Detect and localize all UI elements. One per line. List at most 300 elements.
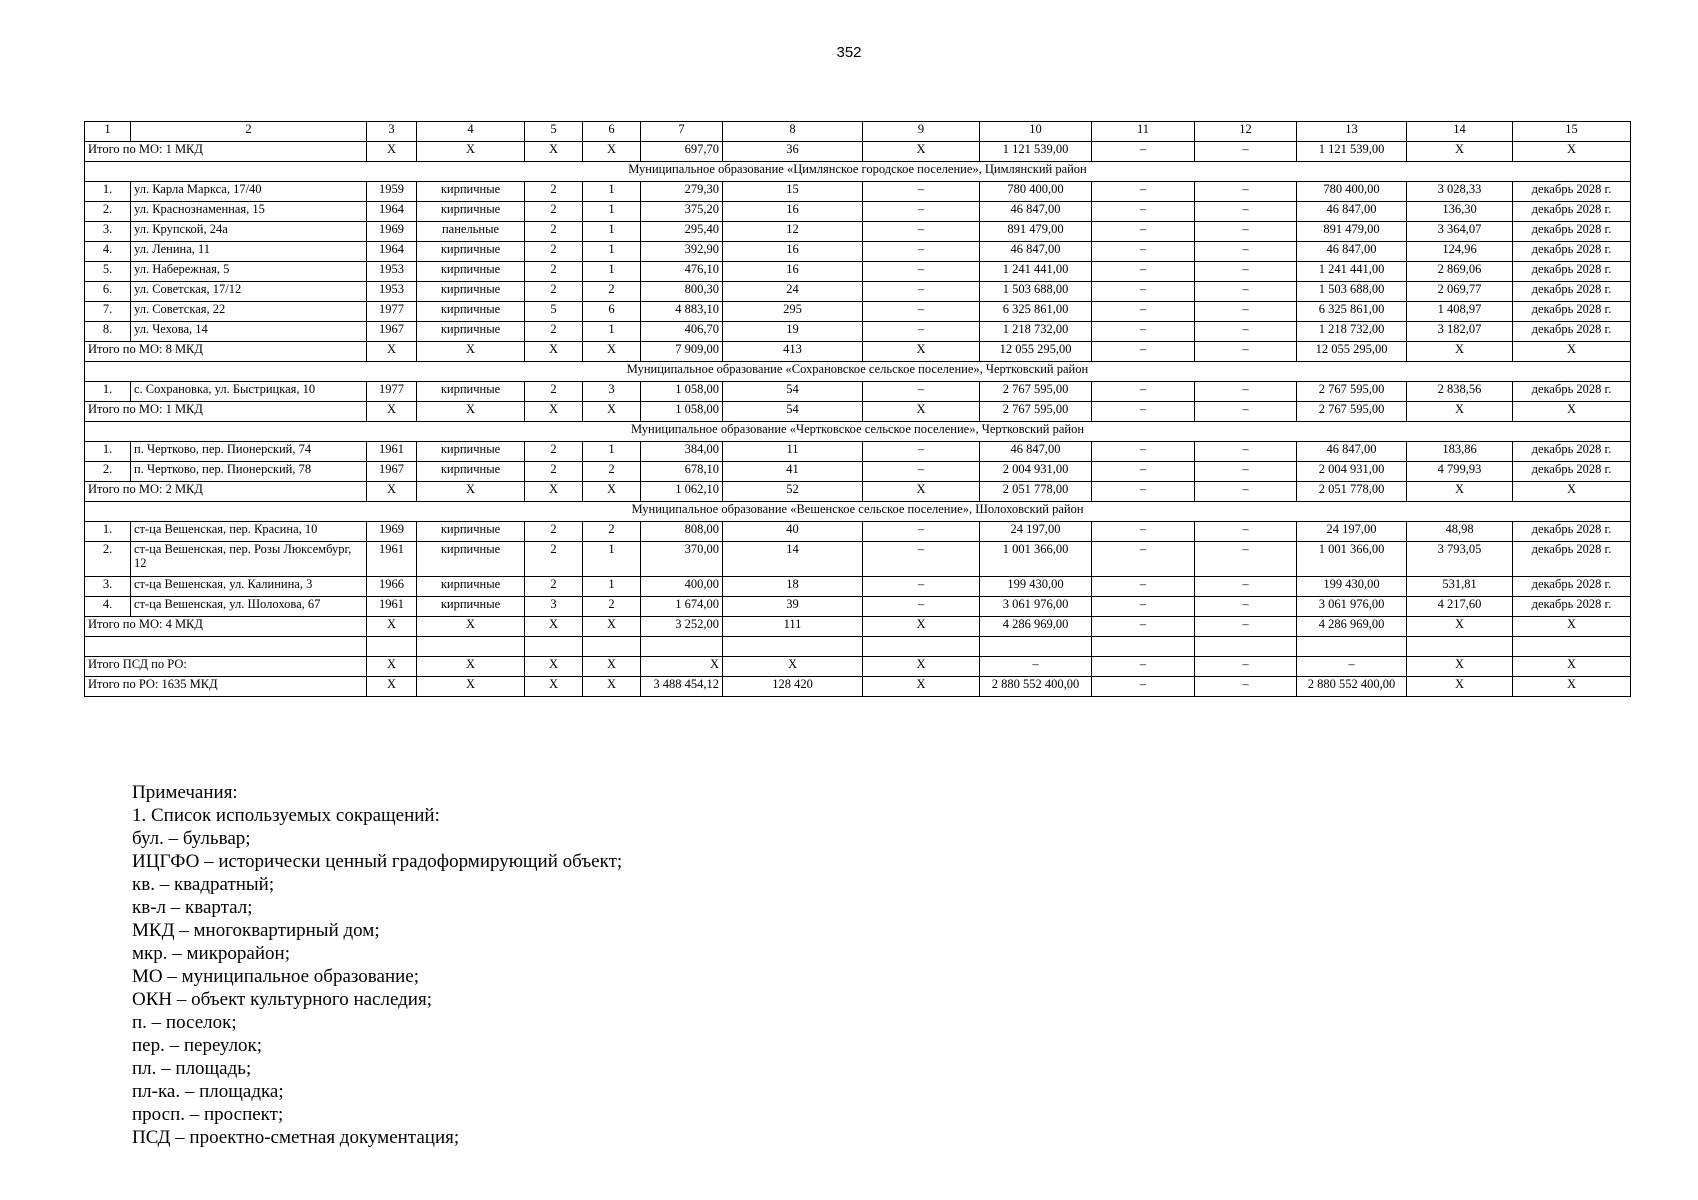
- table-cell: 40: [723, 522, 863, 542]
- total-cell: Х: [417, 402, 525, 422]
- total-cell: 111: [723, 617, 863, 637]
- table-cell: –: [1092, 262, 1195, 282]
- table-cell: 3.: [85, 222, 131, 242]
- column-number: 9: [863, 122, 980, 142]
- table-cell: декабрь 2028 г.: [1513, 262, 1631, 282]
- table-cell: 2 838,56: [1407, 382, 1513, 402]
- table-cell: 2: [525, 242, 583, 262]
- table-cell: декабрь 2028 г.: [1513, 382, 1631, 402]
- note-line: пл-ка. – площадка;: [132, 1081, 284, 1102]
- total-cell: 52: [723, 482, 863, 502]
- total-cell: Х: [1513, 617, 1631, 637]
- table-cell: –: [1195, 262, 1297, 282]
- total-cell: Х: [417, 482, 525, 502]
- total-label: Итого по МО: 1 МКД: [85, 142, 367, 162]
- table-cell: 2: [525, 542, 583, 577]
- total-cell: Х: [1407, 142, 1513, 162]
- table-cell: 1: [583, 202, 641, 222]
- note-line: бул. – бульвар;: [132, 828, 251, 849]
- blank-cell: [1297, 637, 1407, 657]
- table-cell: 4 799,93: [1407, 462, 1513, 482]
- total-cell: Х: [863, 142, 980, 162]
- table-cell: –: [863, 202, 980, 222]
- table-cell: –: [863, 182, 980, 202]
- table-cell: декабрь 2028 г.: [1513, 182, 1631, 202]
- column-number: 14: [1407, 122, 1513, 142]
- table-cell: кирпичные: [417, 577, 525, 597]
- table-cell: –: [1195, 462, 1297, 482]
- section-row: [85, 362, 1631, 382]
- table-cell: кирпичные: [417, 242, 525, 262]
- table-cell: 3 364,07: [1407, 222, 1513, 242]
- column-number: 15: [1513, 122, 1631, 142]
- blank-cell: [1092, 637, 1195, 657]
- table-cell: 24: [723, 282, 863, 302]
- table-cell: –: [863, 222, 980, 242]
- total-cell: Х: [583, 677, 641, 697]
- note-line: кв. – квадратный;: [132, 874, 275, 895]
- total-cell: Х: [417, 342, 525, 362]
- table-cell: 2.: [85, 542, 131, 577]
- table-cell: 199 430,00: [980, 577, 1092, 597]
- table-cell: 1.: [85, 382, 131, 402]
- table-cell: декабрь 2028 г.: [1513, 242, 1631, 262]
- table-cell: 1.: [85, 522, 131, 542]
- total-cell: –: [1195, 342, 1297, 362]
- table-cell: декабрь 2028 г.: [1513, 322, 1631, 342]
- table-cell: –: [1195, 597, 1297, 617]
- total-cell: 1 121 539,00: [980, 142, 1092, 162]
- table-cell: 1961: [367, 542, 417, 577]
- total-cell: Х: [583, 657, 641, 677]
- address-cell: ул. Карла Маркса, 17/40: [131, 182, 367, 202]
- column-number: 5: [525, 122, 583, 142]
- total-cell: 7 909,00: [641, 342, 723, 362]
- total-cell: 2 767 595,00: [1297, 402, 1407, 422]
- total-cell: Х: [525, 342, 583, 362]
- table-cell: 3 793,05: [1407, 542, 1513, 577]
- table-cell: кирпичные: [417, 322, 525, 342]
- column-number: 6: [583, 122, 641, 142]
- table-cell: –: [863, 442, 980, 462]
- table-cell: –: [1092, 322, 1195, 342]
- blank-cell: [367, 637, 417, 657]
- note-line: ОКН – объект культурного наследия;: [132, 989, 432, 1010]
- address-cell: с. Сохрановка, ул. Быстрицкая, 10: [131, 382, 367, 402]
- total-cell: 36: [723, 142, 863, 162]
- total-cell: Х: [1513, 657, 1631, 677]
- table-cell: –: [863, 262, 980, 282]
- table-cell: 1 674,00: [641, 597, 723, 617]
- table-cell: 1959: [367, 182, 417, 202]
- column-number: 4: [417, 122, 525, 142]
- table-cell: 1969: [367, 222, 417, 242]
- total-row: [85, 482, 1631, 502]
- table-cell: 6.: [85, 282, 131, 302]
- total-cell: Х: [367, 342, 417, 362]
- table-cell: 2: [525, 382, 583, 402]
- note-line: 1. Список используемых сокращений:: [132, 805, 440, 826]
- table-cell: 24 197,00: [1297, 522, 1407, 542]
- table-cell: 3.: [85, 577, 131, 597]
- table-cell: 199 430,00: [1297, 577, 1407, 597]
- table-cell: 39: [723, 597, 863, 617]
- table-cell: 800,30: [641, 282, 723, 302]
- table-cell: –: [1092, 442, 1195, 462]
- table-cell: –: [1092, 242, 1195, 262]
- table-cell: 1966: [367, 577, 417, 597]
- table-cell: 1: [583, 262, 641, 282]
- table-cell: 392,90: [641, 242, 723, 262]
- table-cell: 8.: [85, 322, 131, 342]
- table-cell: 1953: [367, 262, 417, 282]
- table-cell: 2: [583, 462, 641, 482]
- table-cell: 2: [525, 577, 583, 597]
- table-cell: 3: [583, 382, 641, 402]
- table-cell: 3: [525, 597, 583, 617]
- table-cell: декабрь 2028 г.: [1513, 302, 1631, 322]
- table-cell: 808,00: [641, 522, 723, 542]
- table-cell: –: [1195, 442, 1297, 462]
- section-title: Муниципальное образование «Вешенское сельское поселение», Шолоховский район: [85, 502, 1631, 522]
- table-cell: –: [1195, 577, 1297, 597]
- table-cell: 1: [583, 542, 641, 577]
- table-cell: 1953: [367, 282, 417, 302]
- table-cell: 14: [723, 542, 863, 577]
- total-row: [85, 617, 1631, 637]
- table-cell: 1977: [367, 382, 417, 402]
- table-cell: 2: [525, 522, 583, 542]
- table-cell: 1: [583, 182, 641, 202]
- total-label: Итого по РО: 1635 МКД: [85, 677, 367, 697]
- table-cell: 2: [525, 182, 583, 202]
- table-cell: 16: [723, 262, 863, 282]
- total-row: [85, 657, 1631, 677]
- total-cell: Х: [863, 402, 980, 422]
- table-cell: 5: [525, 302, 583, 322]
- table-cell: 1961: [367, 442, 417, 462]
- table-cell: 375,20: [641, 202, 723, 222]
- table-row: [85, 542, 1631, 577]
- total-label: Итого по МО: 1 МКД: [85, 402, 367, 422]
- table-cell: 1964: [367, 202, 417, 222]
- total-cell: Х: [525, 482, 583, 502]
- address-cell: ст-ца Вешенская, ул. Калинина, 3: [131, 577, 367, 597]
- table-cell: 2: [525, 322, 583, 342]
- table-cell: –: [1092, 202, 1195, 222]
- total-cell: –: [1195, 482, 1297, 502]
- address-cell: ул. Советская, 17/12: [131, 282, 367, 302]
- table-cell: 1967: [367, 322, 417, 342]
- table-row: [85, 202, 1631, 222]
- blank-cell: [863, 637, 980, 657]
- total-cell: Х: [583, 617, 641, 637]
- table-cell: 2 004 931,00: [980, 462, 1092, 482]
- table-cell: –: [863, 522, 980, 542]
- table-cell: 7.: [85, 302, 131, 322]
- table-cell: декабрь 2028 г.: [1513, 222, 1631, 242]
- total-cell: Х: [525, 677, 583, 697]
- table-cell: 1: [583, 322, 641, 342]
- total-cell: 3 252,00: [641, 617, 723, 637]
- blank-cell: [417, 637, 525, 657]
- table-cell: 2 767 595,00: [980, 382, 1092, 402]
- note-line: мкр. – микрорайон;: [132, 943, 290, 964]
- total-cell: Х: [417, 677, 525, 697]
- table-cell: 1 001 366,00: [980, 542, 1092, 577]
- total-cell: 1 121 539,00: [1297, 142, 1407, 162]
- table-row: [85, 577, 1631, 597]
- blank-cell: [1407, 637, 1513, 657]
- table-cell: 5.: [85, 262, 131, 282]
- table-cell: 6 325 861,00: [980, 302, 1092, 322]
- total-cell: Х: [1513, 402, 1631, 422]
- table-cell: кирпичные: [417, 542, 525, 577]
- total-cell: 54: [723, 402, 863, 422]
- total-cell: 2 767 595,00: [980, 402, 1092, 422]
- total-cell: Х: [583, 482, 641, 502]
- total-cell: 4 286 969,00: [1297, 617, 1407, 637]
- address-cell: ул. Чехова, 14: [131, 322, 367, 342]
- total-cell: Х: [1407, 617, 1513, 637]
- table-cell: кирпичные: [417, 597, 525, 617]
- table-cell: 295,40: [641, 222, 723, 242]
- table-cell: 1 503 688,00: [980, 282, 1092, 302]
- table-cell: 11: [723, 442, 863, 462]
- total-cell: 12 055 295,00: [1297, 342, 1407, 362]
- table-cell: –: [1195, 302, 1297, 322]
- total-cell: Х: [367, 657, 417, 677]
- total-row: [85, 142, 1631, 162]
- total-cell: –: [1092, 677, 1195, 697]
- table-cell: 384,00: [641, 442, 723, 462]
- total-cell: 12 055 295,00: [980, 342, 1092, 362]
- table-cell: декабрь 2028 г.: [1513, 202, 1631, 222]
- total-cell: Х: [367, 617, 417, 637]
- total-cell: Х: [367, 402, 417, 422]
- table-cell: –: [1092, 462, 1195, 482]
- blank-cell: [980, 637, 1092, 657]
- blank-row: [85, 637, 1631, 657]
- table-cell: 2: [525, 462, 583, 482]
- total-cell: Х: [367, 482, 417, 502]
- table-cell: 2 004 931,00: [1297, 462, 1407, 482]
- table-cell: 46 847,00: [1297, 442, 1407, 462]
- total-label: Итого по МО: 4 МКД: [85, 617, 367, 637]
- total-cell: Х: [863, 617, 980, 637]
- address-cell: ст-ца Вешенская, пер. Красина, 10: [131, 522, 367, 542]
- table-cell: –: [1092, 542, 1195, 577]
- blank-cell: [723, 637, 863, 657]
- table-cell: 1: [583, 242, 641, 262]
- notes-heading: Примечания:: [132, 782, 238, 803]
- table-cell: 3 061 976,00: [980, 597, 1092, 617]
- total-cell: –: [1195, 617, 1297, 637]
- housing-register-table: [84, 121, 1631, 697]
- table-cell: 1 503 688,00: [1297, 282, 1407, 302]
- total-cell: Х: [1513, 142, 1631, 162]
- total-cell: 2 051 778,00: [980, 482, 1092, 502]
- address-cell: ст-ца Вешенская, пер. Розы Люксембург, 12: [131, 542, 367, 577]
- total-cell: –: [1092, 402, 1195, 422]
- table-cell: 1967: [367, 462, 417, 482]
- table-cell: –: [1195, 382, 1297, 402]
- blank-cell: [1513, 637, 1631, 657]
- table-cell: кирпичные: [417, 262, 525, 282]
- total-label: Итого ПСД по РО:: [85, 657, 367, 677]
- table-cell: 1: [583, 442, 641, 462]
- total-cell: 3 488 454,12: [641, 677, 723, 697]
- total-label: Итого по МО: 2 МКД: [85, 482, 367, 502]
- total-cell: Х: [583, 402, 641, 422]
- table-cell: 1.: [85, 182, 131, 202]
- total-cell: Х: [367, 142, 417, 162]
- table-cell: 12: [723, 222, 863, 242]
- note-line: МО – муниципальное образование;: [132, 966, 420, 987]
- table-cell: –: [1195, 322, 1297, 342]
- table-cell: –: [863, 282, 980, 302]
- total-label: Итого по МО: 8 МКД: [85, 342, 367, 362]
- table-cell: 16: [723, 242, 863, 262]
- total-cell: Х: [1407, 657, 1513, 677]
- total-cell: –: [1195, 657, 1297, 677]
- table-row: [85, 302, 1631, 322]
- note-line: пер. – переулок;: [132, 1035, 263, 1056]
- table-cell: 2: [525, 202, 583, 222]
- table-cell: 2 767 595,00: [1297, 382, 1407, 402]
- address-cell: ул. Советская, 22: [131, 302, 367, 322]
- total-cell: –: [1195, 402, 1297, 422]
- table-cell: 46 847,00: [1297, 202, 1407, 222]
- total-cell: 1 062,10: [641, 482, 723, 502]
- address-cell: ул. Ленина, 11: [131, 242, 367, 262]
- section-title: Муниципальное образование «Цимлянское городское поселение», Цимлянский район: [85, 162, 1631, 182]
- table-cell: 46 847,00: [980, 442, 1092, 462]
- table-row: [85, 597, 1631, 617]
- table-cell: 136,30: [1407, 202, 1513, 222]
- table-cell: 1 408,97: [1407, 302, 1513, 322]
- table-cell: –: [1092, 302, 1195, 322]
- total-cell: Х: [641, 657, 723, 677]
- table-cell: декабрь 2028 г.: [1513, 462, 1631, 482]
- table-cell: кирпичные: [417, 382, 525, 402]
- table-cell: 1 218 732,00: [1297, 322, 1407, 342]
- table-cell: 400,00: [641, 577, 723, 597]
- address-cell: ст-ца Вешенская, ул. Шолохова, 67: [131, 597, 367, 617]
- total-cell: –: [1297, 657, 1407, 677]
- address-cell: п. Чертково, пер. Пионерский, 78: [131, 462, 367, 482]
- total-cell: 2 880 552 400,00: [1297, 677, 1407, 697]
- total-cell: –: [1092, 657, 1195, 677]
- notes-block: [132, 781, 622, 1149]
- column-number-row: [85, 122, 1631, 142]
- table-cell: 4 217,60: [1407, 597, 1513, 617]
- note-line: пл. – площадь;: [132, 1058, 252, 1079]
- total-cell: 2 880 552 400,00: [980, 677, 1092, 697]
- table-cell: –: [1195, 182, 1297, 202]
- table-cell: 2 869,06: [1407, 262, 1513, 282]
- table-cell: 2: [583, 522, 641, 542]
- total-cell: Х: [1407, 342, 1513, 362]
- table-cell: 48,98: [1407, 522, 1513, 542]
- section-title: Муниципальное образование «Чертковское сельское поселение», Чертковский район: [85, 422, 1631, 442]
- total-cell: Х: [863, 657, 980, 677]
- table-cell: 16: [723, 202, 863, 222]
- total-cell: –: [980, 657, 1092, 677]
- table-cell: кирпичные: [417, 462, 525, 482]
- table-cell: –: [863, 302, 980, 322]
- table-cell: кирпичные: [417, 522, 525, 542]
- table-cell: 3 028,33: [1407, 182, 1513, 202]
- table-cell: 1: [583, 222, 641, 242]
- table-cell: –: [1092, 222, 1195, 242]
- table-cell: 46 847,00: [980, 202, 1092, 222]
- table-cell: 1 241 441,00: [1297, 262, 1407, 282]
- table-cell: 1961: [367, 597, 417, 617]
- total-cell: Х: [1407, 402, 1513, 422]
- column-number: 10: [980, 122, 1092, 142]
- table-cell: –: [863, 542, 980, 577]
- table-cell: 2: [525, 282, 583, 302]
- table-cell: 1964: [367, 242, 417, 262]
- table-row: [85, 442, 1631, 462]
- table-cell: 780 400,00: [1297, 182, 1407, 202]
- address-cell: ул. Набережная, 5: [131, 262, 367, 282]
- total-cell: Х: [583, 142, 641, 162]
- section-row: [85, 162, 1631, 182]
- total-cell: Х: [863, 482, 980, 502]
- table-cell: 1 241 441,00: [980, 262, 1092, 282]
- total-row: [85, 342, 1631, 362]
- table-row: [85, 462, 1631, 482]
- total-cell: 1 058,00: [641, 402, 723, 422]
- table-cell: 780 400,00: [980, 182, 1092, 202]
- total-cell: Х: [417, 657, 525, 677]
- table-row: [85, 522, 1631, 542]
- total-cell: 697,70: [641, 142, 723, 162]
- table-row: [85, 382, 1631, 402]
- total-cell: Х: [1513, 677, 1631, 697]
- table-cell: 3 182,07: [1407, 322, 1513, 342]
- table-cell: 1 001 366,00: [1297, 542, 1407, 577]
- table-cell: –: [1195, 282, 1297, 302]
- table-cell: –: [1092, 522, 1195, 542]
- table-cell: 2: [525, 262, 583, 282]
- total-cell: –: [1195, 142, 1297, 162]
- table-cell: 891 479,00: [980, 222, 1092, 242]
- total-cell: Х: [417, 617, 525, 637]
- table-cell: –: [1092, 577, 1195, 597]
- table-cell: 1 058,00: [641, 382, 723, 402]
- blank-cell: [1195, 637, 1297, 657]
- section-title: Муниципальное образование «Сохрановское сельское поселение», Чертковский район: [85, 362, 1631, 382]
- table-cell: –: [863, 462, 980, 482]
- table-cell: 476,10: [641, 262, 723, 282]
- table-cell: –: [1195, 522, 1297, 542]
- table-row: [85, 262, 1631, 282]
- address-cell: п. Чертково, пер. Пионерский, 74: [131, 442, 367, 462]
- total-cell: 128 420: [723, 677, 863, 697]
- total-cell: Х: [723, 657, 863, 677]
- note-line: просп. – проспект;: [132, 1104, 284, 1125]
- total-cell: Х: [525, 142, 583, 162]
- table-cell: 15: [723, 182, 863, 202]
- total-cell: Х: [1513, 342, 1631, 362]
- table-cell: 124,96: [1407, 242, 1513, 262]
- table-cell: –: [1195, 202, 1297, 222]
- note-line: МКД – многоквартирный дом;: [132, 920, 380, 941]
- column-number: 3: [367, 122, 417, 142]
